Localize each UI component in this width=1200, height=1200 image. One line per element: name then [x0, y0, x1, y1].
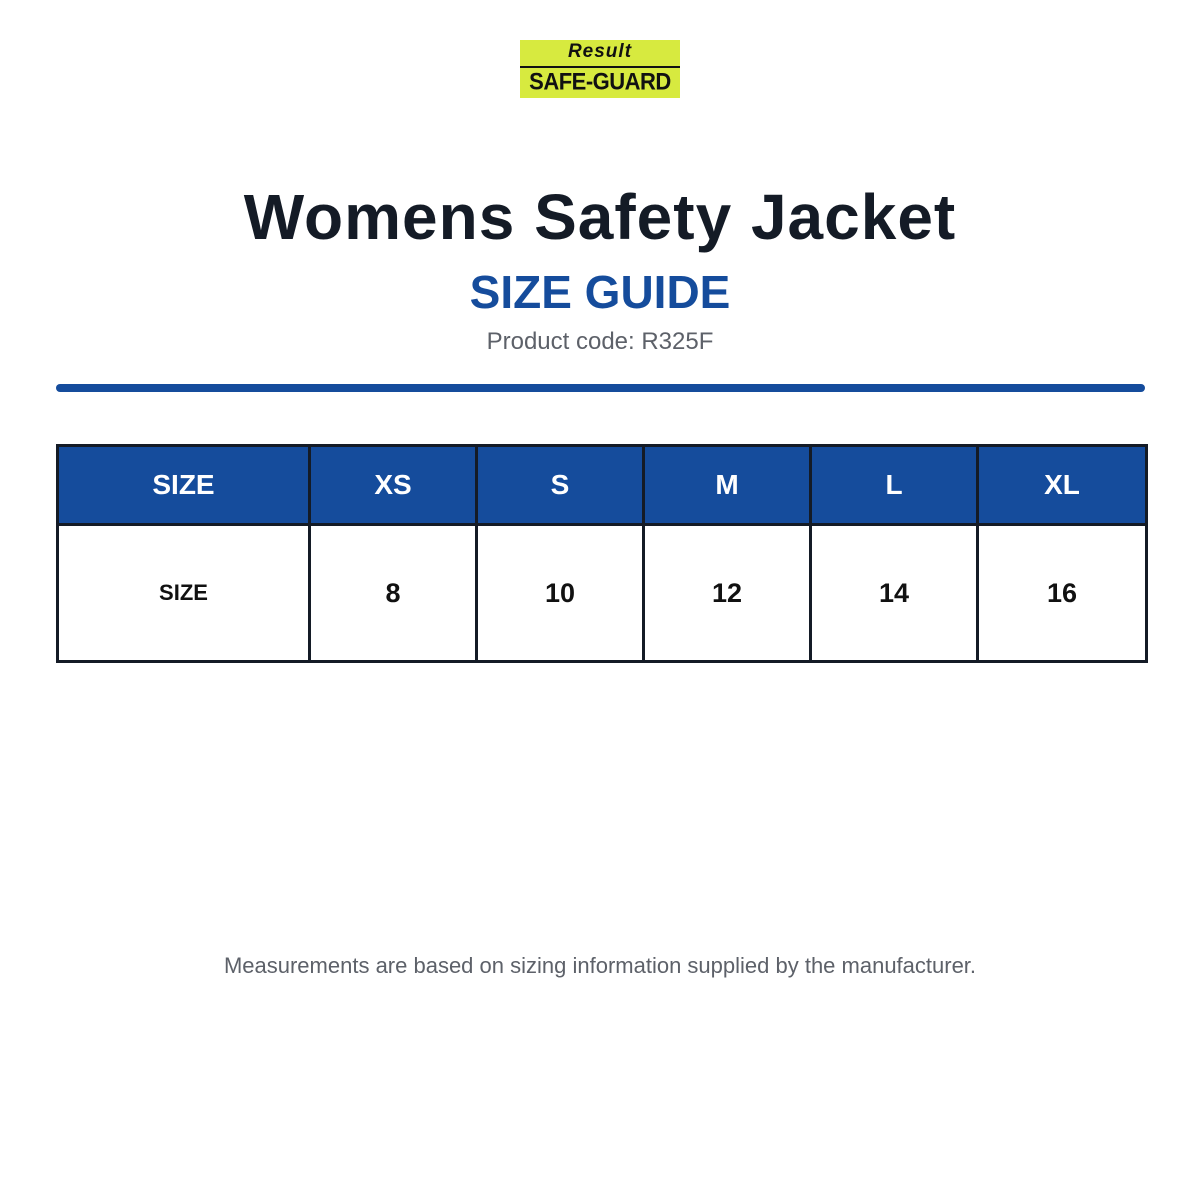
cell-xl-value: 16 — [978, 525, 1147, 662]
cell-l-value: 14 — [811, 525, 978, 662]
cell-m-value: 12 — [644, 525, 811, 662]
cell-s-value: 10 — [477, 525, 644, 662]
header-divider — [56, 384, 1145, 392]
logo-safeguard-text: SAFE-GUARD — [529, 67, 671, 96]
size-table — [56, 444, 1148, 663]
header-cell-xl: XL — [978, 446, 1147, 525]
header-cell-s: S — [477, 446, 644, 525]
table-row — [58, 525, 1147, 662]
header-cell-xs: XS — [310, 446, 477, 525]
page-subtitle: SIZE GUIDE — [469, 266, 731, 318]
table-header-row — [58, 446, 1147, 525]
header-cell-size-label: SIZE — [58, 446, 310, 525]
row-label-size: SIZE — [58, 525, 310, 662]
page-title: Womens Safety Jacket — [243, 181, 957, 253]
product-code: Product code: R325F — [486, 328, 714, 355]
cell-xs-value: 8 — [310, 525, 477, 662]
brand-logo — [520, 40, 680, 98]
logo-result-text: Result — [567, 41, 633, 62]
footer-note: Measurements are based on sizing information supplied by the manufacturer. — [223, 953, 977, 978]
header-cell-l: L — [811, 446, 978, 525]
header-cell-m: M — [644, 446, 811, 525]
